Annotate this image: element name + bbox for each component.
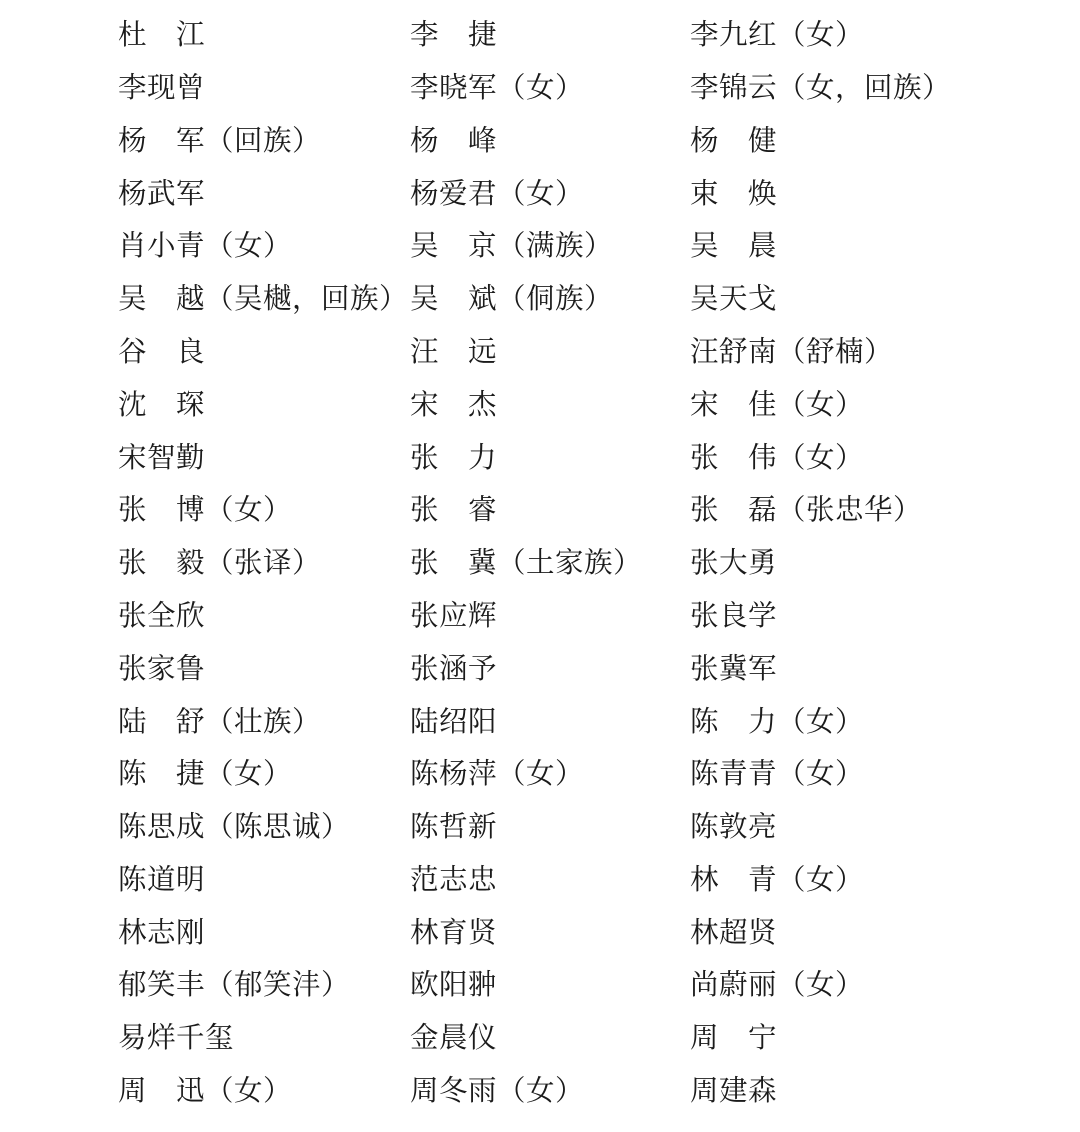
name-entry: 杨 军（回族）: [118, 125, 322, 157]
name-entry: 陈 力（女）: [690, 706, 865, 738]
name-entry: 范志忠: [410, 864, 498, 896]
name-entry: 汪舒南（舒楠）: [690, 336, 894, 368]
name-entry: 陆绍阳: [410, 706, 498, 738]
name-entry: 张家鲁: [118, 653, 206, 685]
name-entry: 周 迅（女）: [118, 1076, 293, 1108]
name-entry: 郁笑丰（郁笑沣）: [118, 970, 351, 1002]
name-entry: 束 焕: [690, 178, 778, 210]
name-entry: 张 力: [410, 442, 498, 474]
name-entry: 杨爱君（女）: [410, 178, 585, 210]
name-entry: 张 博（女）: [118, 495, 293, 527]
name-entry: 金晨仪: [410, 1023, 498, 1055]
name-entry: 吴 京（满族）: [410, 231, 614, 263]
name-entry: 陈青青（女）: [690, 759, 865, 791]
name-entry: 陈敦亮: [690, 812, 778, 844]
name-entry: 杨 健: [690, 125, 778, 157]
name-entry: 张 毅（张译）: [118, 548, 322, 580]
name-entry: 林育贤: [410, 917, 498, 949]
name-entry: 张应辉: [410, 600, 498, 632]
name-entry: 吴 越（吴樾，回族）: [118, 284, 409, 316]
name-entry: 杨 峰: [410, 125, 498, 157]
name-entry: 张冀军: [690, 653, 778, 685]
name-entry: 李锦云（女，回族）: [690, 72, 952, 104]
name-entry: 李晓军（女）: [410, 72, 585, 104]
name-entry: 张良学: [690, 600, 778, 632]
name-entry: 欧阳翀: [410, 970, 498, 1002]
name-entry: 陈道明: [118, 864, 206, 896]
name-entry: 杜 江: [118, 20, 206, 52]
name-entry: 肖小青（女）: [118, 231, 293, 263]
name-entry: 宋 杰: [410, 389, 498, 421]
name-entry: 李 捷: [410, 20, 498, 52]
name-entry: 吴 晨: [690, 231, 778, 263]
name-entry: 宋智勤: [118, 442, 206, 474]
name-entry: 周 宁: [690, 1023, 778, 1055]
name-entry: 林志刚: [118, 917, 206, 949]
name-entry: 林超贤: [690, 917, 778, 949]
name-entry: 汪 远: [410, 336, 498, 368]
name-entry: 吴 斌（侗族）: [410, 284, 614, 316]
name-entry: 陈 捷（女）: [118, 759, 293, 791]
name-entry: 周冬雨（女）: [410, 1076, 585, 1108]
name-entry: 吴天戈: [690, 284, 778, 316]
name-entry: 易烊千玺: [118, 1023, 235, 1055]
name-entry: 陈思成（陈思诚）: [118, 812, 351, 844]
name-entry: 沈 琛: [118, 389, 206, 421]
name-entry: 陆 舒（壮族）: [118, 706, 322, 738]
name-entry: 谷 良: [118, 336, 206, 368]
name-entry: 张大勇: [690, 548, 778, 580]
name-entry: 张 磊（张忠华）: [690, 495, 923, 527]
name-entry: 林 青（女）: [690, 864, 865, 896]
name-entry: 李九红（女）: [690, 20, 865, 52]
name-entry: 张涵予: [410, 653, 498, 685]
name-entry: 张 冀（土家族）: [410, 548, 643, 580]
name-entry: 陈杨萍（女）: [410, 759, 585, 791]
name-entry: 宋 佳（女）: [690, 389, 865, 421]
name-entry: 张 伟（女）: [690, 442, 865, 474]
name-entry: 张全欣: [118, 600, 206, 632]
name-entry: 陈哲新: [410, 812, 498, 844]
name-entry: 周建森: [690, 1076, 778, 1108]
name-entry: 尚蔚丽（女）: [690, 970, 865, 1002]
name-entry: 张 睿: [410, 495, 498, 527]
name-entry: 杨武军: [118, 178, 206, 210]
name-entry: 李现曾: [118, 72, 206, 104]
